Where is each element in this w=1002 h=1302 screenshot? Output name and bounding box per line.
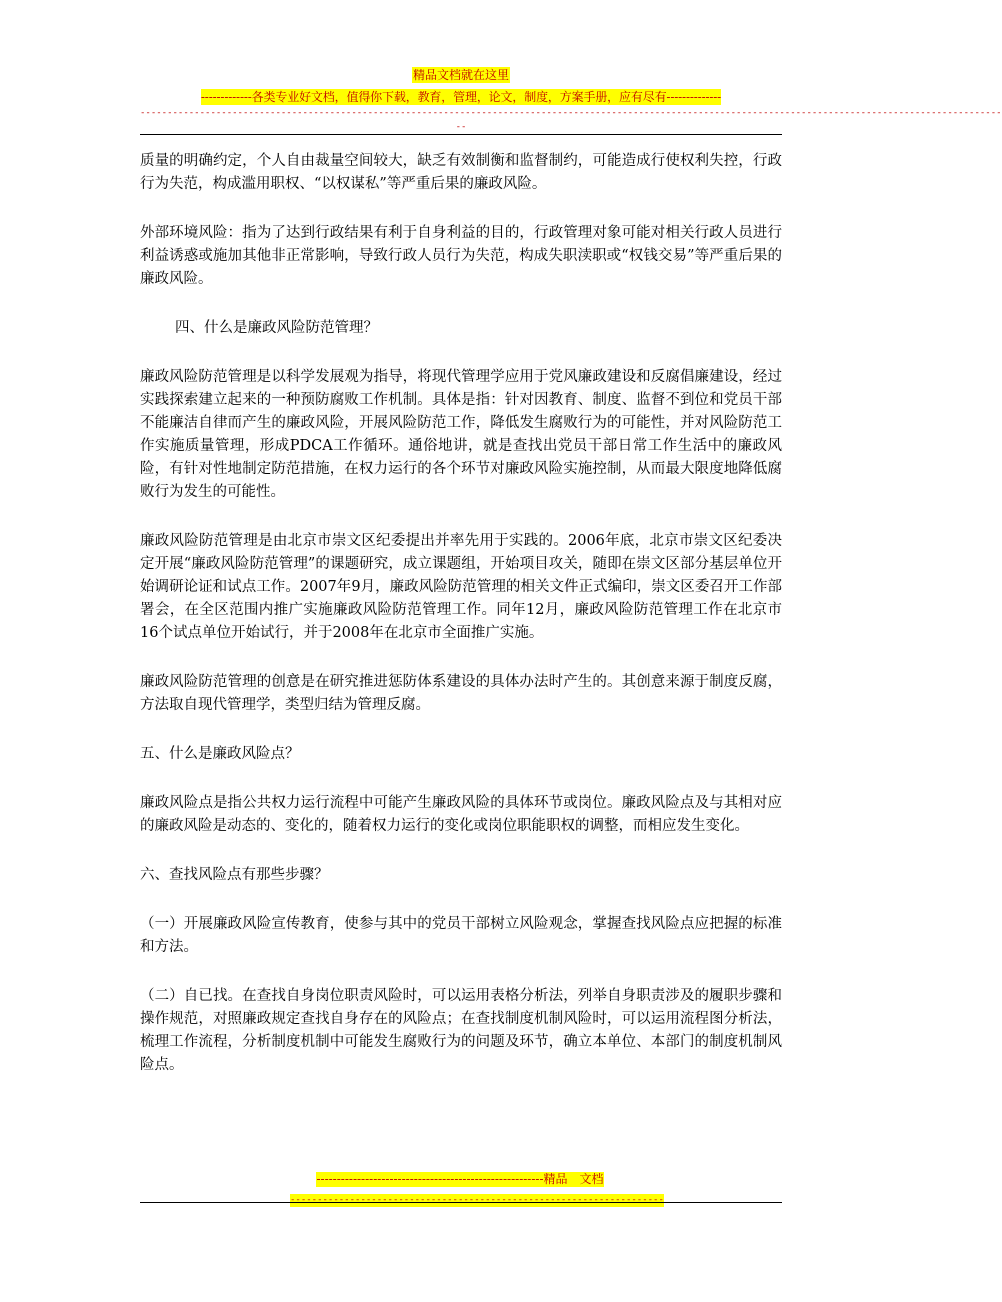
header-subtitle: -------------各类专业好文档，值得你下载，教育，管理，论文，制度，方案手册，应有尽有-------------- <box>200 90 722 104</box>
header-title: 精品文档就在这里 <box>412 68 509 82</box>
paragraph-risk-point-definition: 廉政风险点是指公共权力运行流程中可能产生廉政风险的具体环节或岗位。廉政风险点及与其相对应的廉政风险是动态的、变化的，随着权力运行的变化或岗位职能职权的调整，而相应发生变化。 <box>140 795 782 834</box>
header-divider <box>140 134 782 135</box>
document-body <box>140 150 782 1077</box>
section-heading-4: 四、什么是廉政风险防范管理？ <box>175 320 378 336</box>
paragraph-risk-management-history: 廉政风险防范管理是由北京市崇文区纪委提出并率先用于实践的。2006年底，北京市崇文区纪委决定开展“廉政风险防范管理”的课题研究，成立课题组，开始项目攻关，随即在崇文区部分基层单位开始调研论证和试点工作。2007年9月，廉政风险防范管理的相关文件正式编印，崇文区委召开工作部署会，在全区范围内推广实施廉政风险防范管理工作。同年12月，廉政风险防范管理工作在北京市16个试点单位开始试行，并于2008年在北京市全面推广实施。 <box>140 533 782 641</box>
header-dash-tail: -- <box>455 122 467 132</box>
footer-dash-line: --------------------------------------------------------------------- <box>290 1195 664 1205</box>
section-heading-5: 五、什么是廉政风险点？ <box>140 746 300 762</box>
header-dash-line: --------------------------------------------------------------------------------------------------------------------------------------------------------------- <box>140 108 1002 118</box>
paragraph-step-2: （二）自已找。在查找自身岗位职责风险时，可以运用表格分析法，列举自身职责涉及的履职步骤和操作规范，对照廉政规定查找自身存在的风险点；在查找制度机制风险时，可以运用流程图分析法，梳理工作流程，分析制度机制中可能发生腐败行为的问题及环节，确立本单位、本部门的制度机制风险点。 <box>140 988 782 1073</box>
page-header <box>140 64 1002 133</box>
footer-label: --------------------------------------------------------精品 文档 <box>316 1172 604 1186</box>
paragraph-risk-management-origin: 廉政风险防范管理的创意是在研究推进惩防体系建设的具体办法时产生的。其创意来源于制度反腐，方法取自现代管理学，类型归结为管理反腐。 <box>140 674 782 713</box>
paragraph-continued: 质量的明确约定，个人自由裁量空间较大，缺乏有效制衡和监督制约，可能造成行使权利失控，行政行为失范，构成滥用职权、“以权谋私”等严重后果的廉政风险。 <box>140 153 782 192</box>
paragraph-risk-management-definition: 廉政风险防范管理是以科学发展观为指导，将现代管理学应用于党风廉政建设和反腐倡廉建设，经过实践探索建立起来的一种预防腐败工作机制。具体是指：针对因教育、制度、监督不到位和党员干部不能廉洁自律而产生的廉政风险，开展风险防范工作，降低发生腐败行为的可能性，并对风险防范工作实施质量管理，形成PDCA工作循环。通俗地讲，就是查找出党员干部日常工作生活中的廉政风险，有针对性地制定防范措施，在权力运行的各个环节对廉政风险实施控制，从而最大限度地降低腐败行为发生的可能性。 <box>140 369 782 500</box>
footer-divider <box>140 1202 782 1203</box>
section-heading-6: 六、查找风险点有那些步骤？ <box>140 867 329 883</box>
paragraph-step-1: （一）开展廉政风险宣传教育，使参与其中的党员干部树立风险观念，掌握查找风险点应把握的标准和方法。 <box>140 916 782 955</box>
paragraph-external-risk: 外部环境风险：指为了达到行政结果有利于自身利益的目的，行政管理对象可能对相关行政人员进行利益诱惑或施加其他非正常影响，导致行政人员行为失范，构成失职渎职或“权钱交易”等严重后果的廉政风险。 <box>140 225 782 287</box>
